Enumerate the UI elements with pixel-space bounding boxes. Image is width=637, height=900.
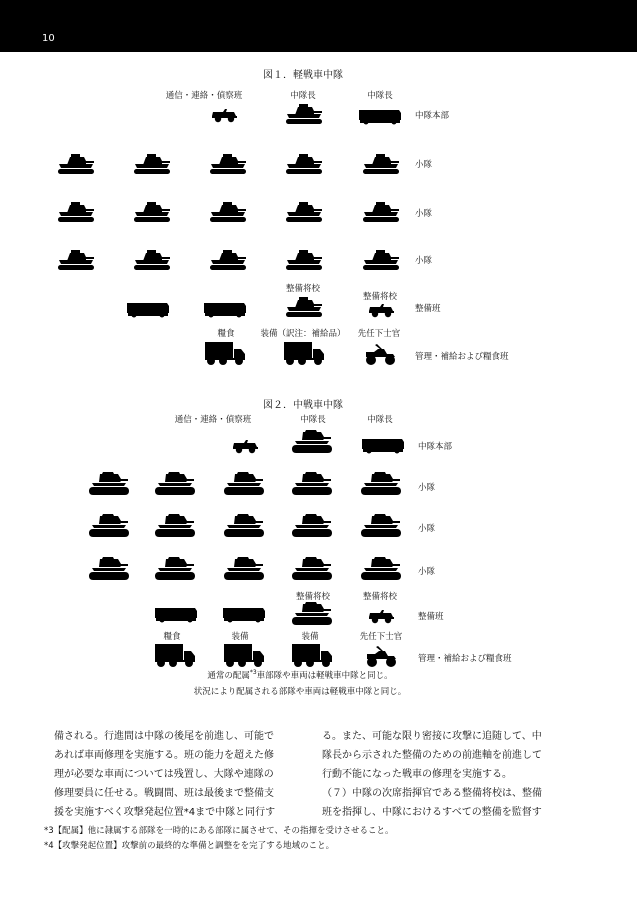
figure2-maint-officer2-label: 整備将校 — [362, 592, 398, 602]
body-right-column — [322, 727, 577, 822]
medium-tank-icon — [292, 512, 332, 538]
truck-icon — [222, 642, 266, 668]
medium-tank-icon — [89, 470, 129, 496]
figure2-ration-label: 糧食 — [163, 632, 181, 642]
medium-tank-icon — [224, 555, 264, 581]
jeep-icon — [367, 302, 395, 318]
body-line: 修理要員に任せる。戦闘間、班は最後まで整備支 — [54, 788, 274, 799]
light-tank-icon — [284, 199, 324, 223]
figure1-row-label-hq: 中隊本部 — [415, 111, 450, 121]
body-line: る。また、可能な限り密接に攻撃に追随して、中 — [322, 731, 542, 742]
halftrack-icon — [126, 298, 170, 318]
medium-tank-icon — [292, 600, 332, 626]
body-left-column — [54, 727, 309, 822]
medium-tank-icon — [361, 470, 401, 496]
halftrack-icon — [154, 603, 198, 623]
page-number: 10 — [42, 33, 55, 44]
medium-tank-icon — [89, 512, 129, 538]
figure1-title: 図１．軽戦車中隊 — [263, 70, 343, 81]
footnote-4: *4【攻撃発起位置】攻撃前の最終的な準備と調整をを完了する地域のこと。 — [44, 841, 335, 851]
figure1-signals-label: 通信・連絡・偵察班 — [165, 91, 243, 101]
light-tank-icon — [284, 151, 324, 175]
figure2-hq-vehicle-label: 中隊長 — [367, 415, 393, 425]
figure2-row-label-hq: 中隊本部 — [418, 442, 453, 452]
light-tank-icon — [56, 151, 96, 175]
figure2-row-label-platoon: 小隊 — [418, 483, 436, 493]
figure2-row-label-admin: 管理・補給および糧食班 — [418, 654, 512, 664]
jeep-icon — [210, 107, 238, 123]
figure1-first-sergeant-label: 先任下士官 — [357, 329, 401, 339]
medium-tank-icon — [89, 555, 129, 581]
body-line: あれば車両修理を実施する。班の能力を超えた修 — [54, 750, 274, 761]
figure2-note-line2: 状況により配属される部隊や車両は軽戦車中隊と同じ。 — [193, 687, 407, 697]
truck-icon — [282, 340, 326, 366]
light-tank-icon — [56, 247, 96, 271]
medium-tank-icon — [224, 512, 264, 538]
light-tank-icon — [361, 247, 401, 271]
light-tank-icon — [208, 247, 248, 271]
figure2-note-superscript: *3 — [249, 669, 257, 677]
body-line: 理が必要な車両については残置し、大隊や連隊の — [54, 769, 274, 780]
header-bar — [0, 0, 637, 52]
body-line: （７）中隊の次席指揮官である整備将校は、整備 — [322, 788, 542, 799]
truck-icon — [153, 642, 197, 668]
jeep-icon — [367, 608, 395, 624]
light-tank-icon — [132, 199, 172, 223]
figure2-first-sergeant-label: 先任下士官 — [359, 632, 403, 642]
body-line: 班を指揮し、中隊におけるすべての整備を監督す — [322, 807, 542, 818]
motorcycle-icon — [364, 644, 398, 668]
light-tank-icon — [56, 199, 96, 223]
light-tank-icon — [361, 199, 401, 223]
light-tank-icon — [284, 101, 324, 125]
light-tank-icon — [132, 151, 172, 175]
figure2-note-line1 — [207, 669, 392, 681]
figure1-equipment-label: 装備（訳注：補給品） — [260, 329, 346, 339]
truck-icon — [290, 642, 334, 668]
figure2-signals-label: 通信・連絡・偵察班 — [174, 415, 252, 425]
light-tank-icon — [284, 247, 324, 271]
halftrack-icon — [222, 603, 266, 623]
medium-tank-icon — [292, 470, 332, 496]
figure2-note-line1-a: 通常の配属 — [207, 671, 250, 681]
medium-tank-icon — [155, 512, 195, 538]
figure2-commander-label: 中隊長 — [300, 415, 326, 425]
figure2-row-label-platoon: 小隊 — [418, 524, 436, 534]
figure1-maint-officer-label: 整備将校 — [285, 284, 321, 294]
halftrack-icon — [358, 105, 402, 125]
motorcycle-icon — [363, 342, 397, 366]
figure2-equipment2-label: 装備 — [301, 632, 319, 642]
jeep-icon — [231, 438, 259, 454]
figure1-maint-officer2-label: 整備将校 — [362, 292, 398, 302]
footnote-3: *3【配属】他に隷属する部隊を一時的にある部隊に属させて、その指揮を受けさせること。 — [44, 826, 394, 836]
figure2-title: 図２．中戦車中隊 — [263, 400, 343, 411]
body-line: 備される。行進間は中隊の後尾を前進し、可能で — [54, 731, 274, 742]
medium-tank-icon — [224, 470, 264, 496]
light-tank-icon — [361, 151, 401, 175]
medium-tank-icon — [155, 470, 195, 496]
figure1-hq-vehicle-label: 中隊長 — [367, 91, 393, 101]
medium-tank-icon — [292, 428, 332, 454]
light-tank-icon — [208, 199, 248, 223]
figure2-note-line1-b: 車部隊や車両は軽戦車中隊と同じ。 — [256, 671, 393, 681]
medium-tank-icon — [361, 512, 401, 538]
truck-icon — [203, 340, 247, 366]
figure1-row-label-platoon: 小隊 — [415, 209, 433, 219]
light-tank-icon — [284, 294, 324, 318]
body-line: 援を実施すべく攻撃発起位置*4まで中隊と同行す — [54, 807, 276, 818]
halftrack-icon — [361, 434, 405, 454]
figure2-equipment1-label: 装備 — [231, 632, 249, 642]
light-tank-icon — [208, 151, 248, 175]
medium-tank-icon — [361, 555, 401, 581]
figure1-row-label-platoon: 小隊 — [415, 256, 433, 266]
light-tank-icon — [132, 247, 172, 271]
medium-tank-icon — [292, 555, 332, 581]
body-line: 行動不能になった戦車の修理を実施する。 — [322, 769, 512, 780]
figure1-row-label-platoon: 小隊 — [415, 160, 433, 170]
medium-tank-icon — [155, 555, 195, 581]
figure2-row-label-platoon: 小隊 — [418, 567, 436, 577]
figure2-row-label-maintenance: 整備班 — [418, 612, 444, 622]
figure1-row-label-admin: 管理・補給および糧食班 — [415, 352, 509, 362]
figure2-maint-officer-label: 整備将校 — [295, 592, 331, 602]
figure1-row-label-maintenance: 整備班 — [415, 304, 441, 314]
body-line: 隊長から示された整備のための前進軸を前進して — [322, 750, 542, 761]
figure1-commander-label: 中隊長 — [290, 91, 316, 101]
halftrack-icon — [203, 298, 247, 318]
figure1-ration-label: 糧食 — [217, 329, 235, 339]
